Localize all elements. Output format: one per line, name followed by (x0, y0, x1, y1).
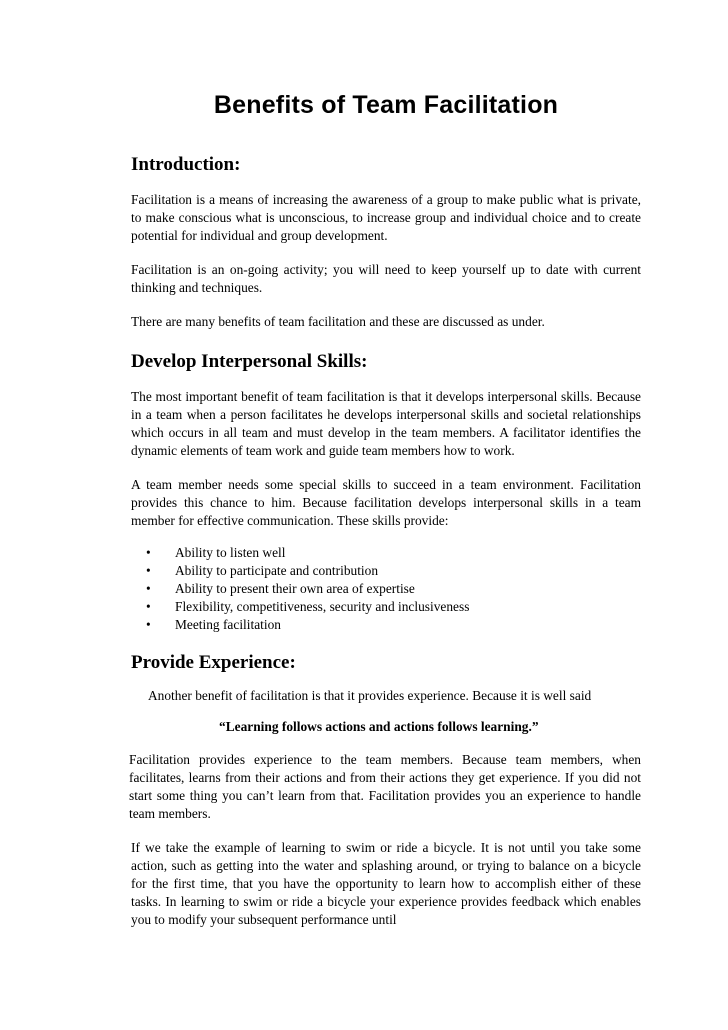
bullet-icon: • (146, 617, 151, 632)
intro-paragraph-3: There are many benefits of team facilitation and these are discussed as under. (131, 314, 545, 329)
list-item: • Ability to participate and contribution (146, 563, 379, 578)
list-item: • Meeting facilitation (146, 617, 281, 632)
document-page (131, 0, 641, 929)
experience-paragraph-1: Facilitation provides experience to the team members. Because team members, when facilitates, learns from their actions and from their actions they get experience. If you did not start some thing you can’t learn from that. Facilitation provides you an experience to handle team members. (129, 752, 641, 821)
bullet-icon: • (146, 563, 151, 578)
list-item: • Flexibility, competitiveness, security and inclusiveness (146, 599, 470, 614)
experience-paragraph-2: If we take the example of learning to swim or ride a bicycle. It is not until you take some action, such as getting into the water and splashing around, or trying to balance on a bicycle for the first time, that you have the opportunity to learn how to accomplish either of these tasks. In learning to swim or ride a bicycle your experience provides feedback which enables you to modify your subsequent performance until (131, 840, 641, 927)
bullet-icon: • (146, 599, 151, 614)
document-title: Benefits of Team Facilitation (213, 91, 559, 119)
interpersonal-paragraph-2: A team member needs some special skills to succeed in a team environment. Facilitation provides this chance to him. Because facilitation develops interpersonal skills in a team member for effective communication. These skills provide: (131, 477, 641, 528)
list-item: • Ability to present their own area of expertise (146, 581, 415, 596)
interpersonal-skills-heading: Develop Interpersonal Skills: (131, 351, 368, 372)
bullet-icon: • (146, 545, 151, 560)
skills-list (131, 544, 641, 634)
intro-paragraph-1: Facilitation is a means of increasing the awareness of a group to make public what is private, to make conscious what is unconscious, to increase group and individual choice and to create potential for individual and group development. (131, 192, 641, 243)
experience-lead-paragraph: Another benefit of facilitation is that it provides experience. Because it is well said (148, 688, 592, 703)
list-item: • Ability to listen well (146, 545, 286, 560)
experience-quote: “Learning follows actions and actions follows learning.” (219, 719, 539, 734)
interpersonal-paragraph-1: The most important benefit of team facilitation is that it develops interpersonal skills. Because in a team when a person facilitates he develops interpersonal skills and societal relationships which occurs in all team and must develop in the team members. A facilitator identifies the dynamic elements of team work and guide team members how to work. (131, 389, 641, 458)
bullet-icon: • (146, 581, 151, 596)
introduction-heading: Introduction: (131, 154, 241, 175)
provide-experience-heading: Provide Experience: (131, 652, 296, 673)
intro-paragraph-2: Facilitation is an on-going activity; you will need to keep yourself up to date with current thinking and techniques. (131, 262, 641, 295)
